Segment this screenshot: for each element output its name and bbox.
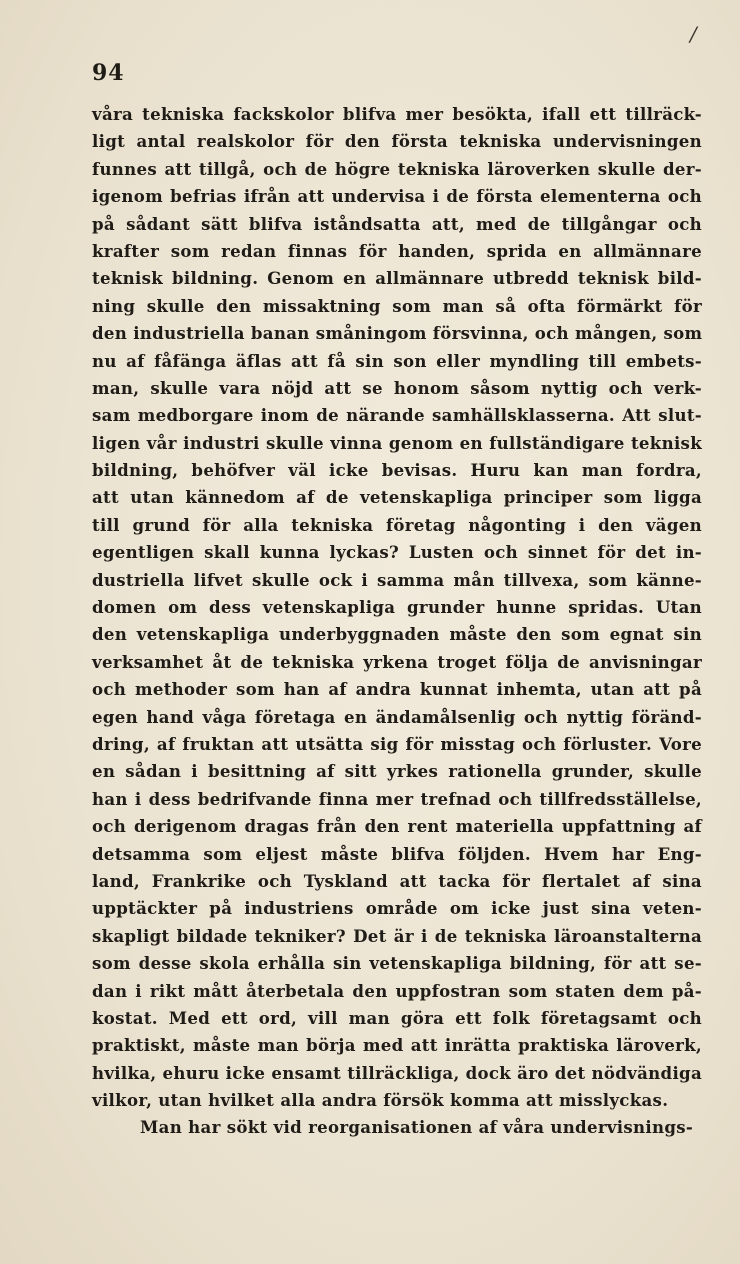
text-line: dan i rikt mått återbetala den uppfostran som staten dem på- [92, 980, 702, 1001]
text-line: man, skulle vara nöjd att se honom såsom nyttig och verk- [92, 377, 702, 398]
text-line: dring, af fruktan att utsätta sig för misstag och förluster. Vore [92, 733, 702, 754]
text-line: som desse skola erhålla sin vetenskapliga bildning, för att se- [92, 953, 702, 974]
text-line: en sådan i besittning af sitt yrkes rationella grunder, skulle [92, 761, 702, 782]
text-line: skapligt bildade tekniker? Det är i de tekniska läroanstalterna [92, 925, 702, 946]
text-line: och methoder som han af andra kunnat inhemta, utan att på [92, 679, 702, 700]
text-line: sam medborgare inom de närande samhällsklasserna. Att slut- [92, 405, 702, 426]
text-line: till grund för alla tekniska företag någonting i den vägen [92, 514, 702, 535]
text-line: ning skulle den missaktning som man så ofta förmärkt för [92, 295, 702, 316]
text-line: vilkor, utan hvilket alla andra försök komma att misslyckas. [92, 1090, 669, 1111]
text-line: den industriella banan småningom försvinna, och mången, som [92, 323, 703, 344]
text-line: våra tekniska fackskolor blifva mer besökta, ifall ett tillräck- [92, 104, 702, 124]
text-line: teknisk bildning. Genom en allmännare utbredd teknisk bild- [92, 268, 702, 289]
text-line: att utan kännedom af de vetenskapliga principer som ligga [92, 487, 702, 508]
text-line: hvilka, ehuru icke ensamt tillräckliga, dock äro det nödvändiga [92, 1062, 702, 1083]
text-line: på sådant sätt blifva iståndsatta att, med de tillgångar och [92, 213, 702, 234]
text-line: och derigenom dragas från den rent materiella uppfattning af [92, 816, 702, 837]
text-line: bildning, behöfver väl icke bevisas. Huru kan man fordra, [92, 460, 702, 481]
text-line: egentligen skall kunna lyckas? Lusten och sinnet för det in- [92, 542, 702, 563]
text-line: nu af fåfänga äflas att få sin son eller myndling till embets- [92, 350, 702, 371]
text-line: ligen vår industri skulle vinna genom en fullständigare teknisk [92, 432, 702, 453]
text-line: egen hand våga företaga en ändamålsenlig och nyttig föränd- [92, 706, 702, 727]
text-line: dustriella lifvet skulle ock i samma mån tillvexa, som känne- [92, 569, 702, 590]
text-line: funnes att tillgå, och de högre tekniska läroverken skulle der- [92, 158, 702, 179]
text-line: upptäckter på industriens område om icke just sina veten- [92, 898, 702, 919]
text-line: igenom befrias ifrån att undervisa i de första elementerna och [92, 186, 702, 207]
body-text [92, 101, 702, 1142]
text-line: han i dess bedrifvande finna mer trefnad och tillfredsställelse, [92, 788, 702, 809]
text-line: detsamma som eljest måste blifva följden. Hvem har Eng- [92, 843, 702, 864]
text-line: kostat. Med ett ord, vill man göra ett folk företagsamt och [92, 1007, 702, 1028]
text-line: krafter som redan finnas för handen, sprida en allmännare [92, 240, 702, 261]
text-line: ligt antal realskolor för den första tekniska undervisningen [92, 131, 702, 152]
text-line: praktiskt, måste man börja med att inrätta praktiska läroverk, [92, 1035, 702, 1056]
page-number: 94 [92, 60, 125, 86]
text-line-paragraph-start: Man har sökt vid reorganisationen af våra undervisnings- [140, 1117, 694, 1138]
corner-pencil-mark: / [690, 22, 697, 46]
text-line: domen om dess vetenskapliga grunder hunne spridas. Utan [92, 597, 702, 618]
text-line: land, Frankrike och Tyskland att tacka för flertalet af sina [92, 870, 702, 891]
text-line: verksamhet åt de tekniska yrkena troget följa de anvisningar [92, 651, 702, 672]
text-line: den vetenskapliga underbyggnaden måste den som egnat sin [92, 624, 702, 645]
